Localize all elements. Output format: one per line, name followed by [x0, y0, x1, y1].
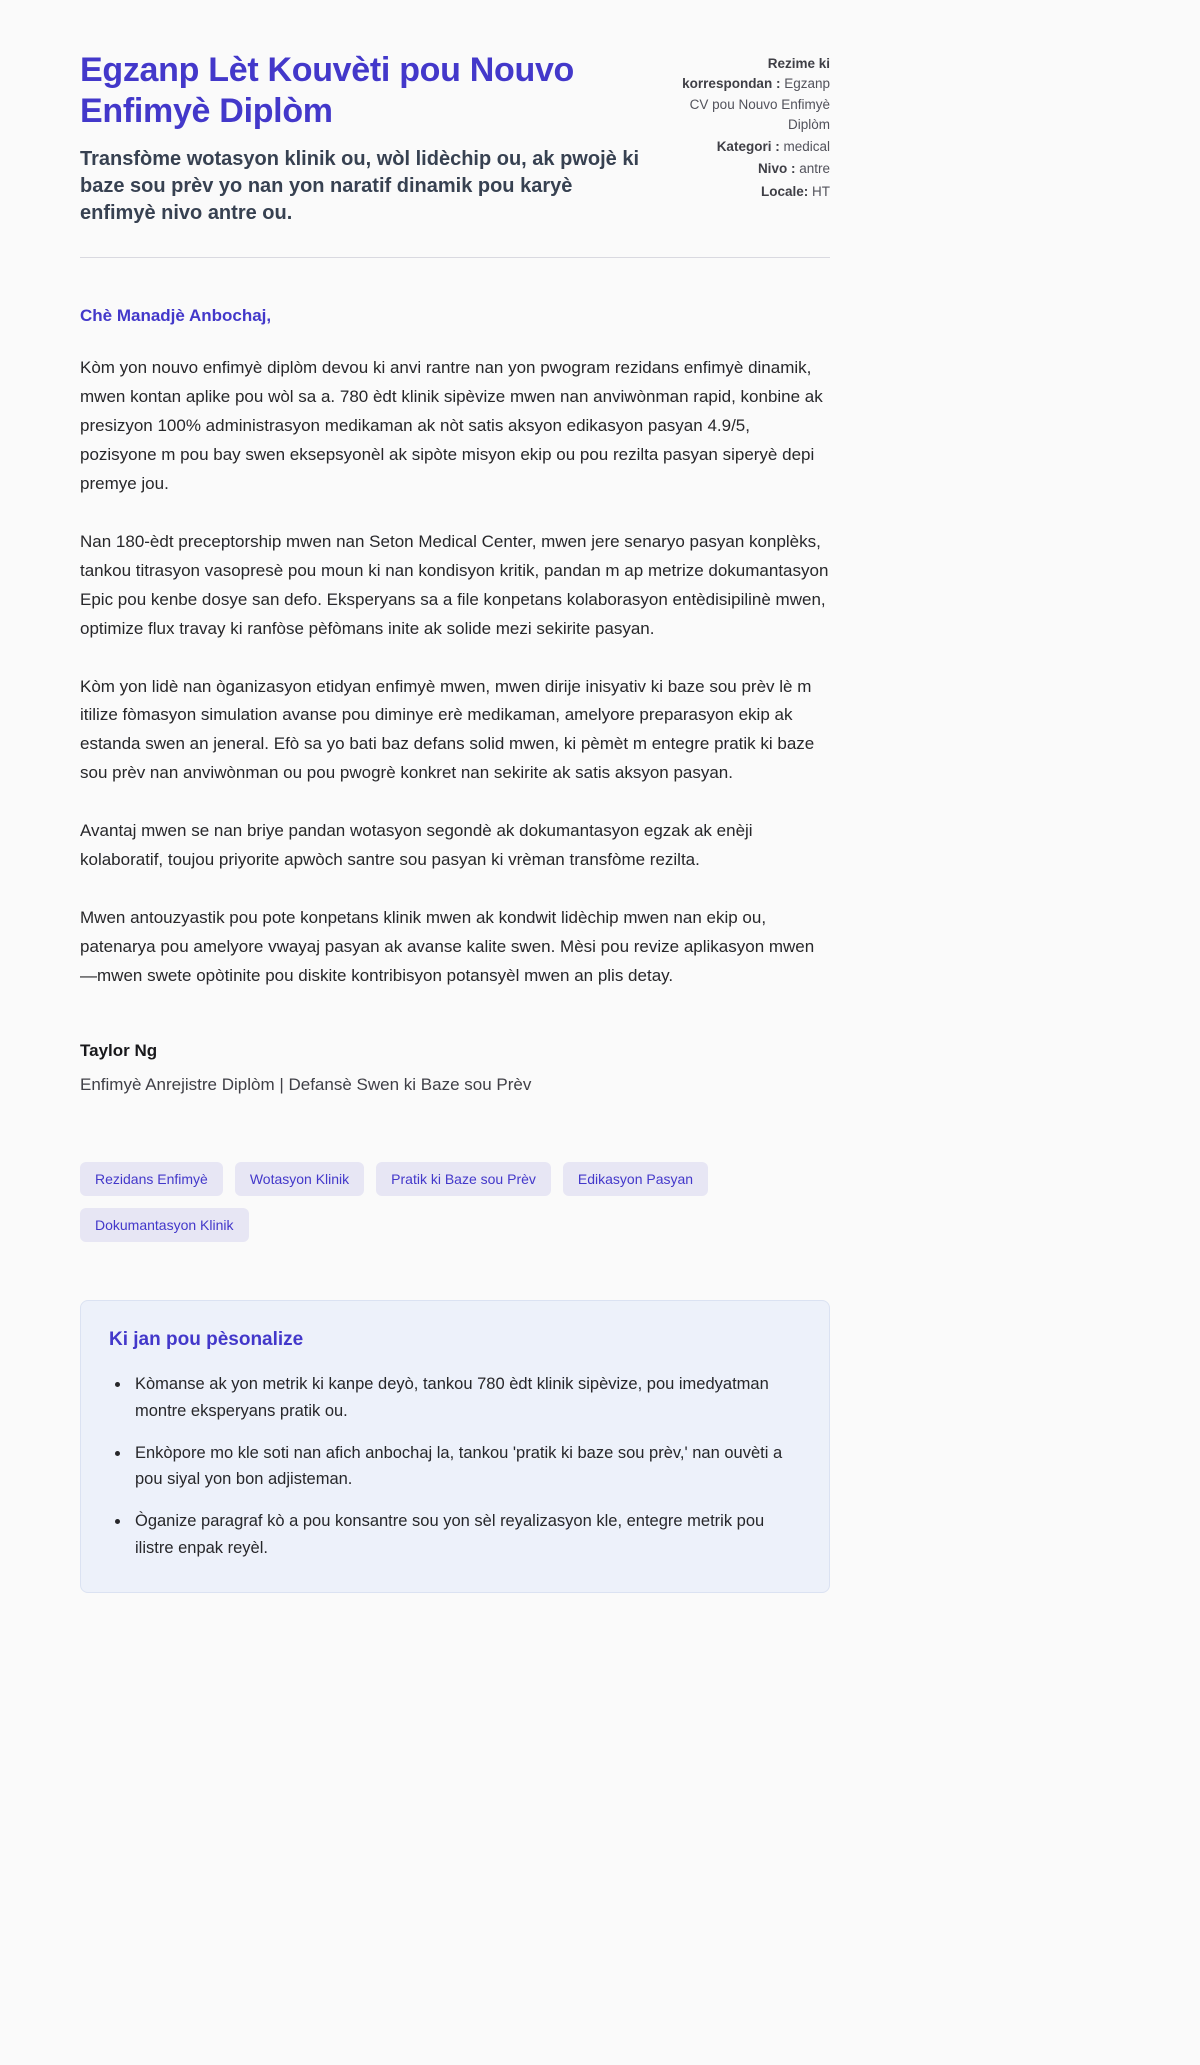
tag-rezidans-enfimye[interactable]: Rezidans Enfimyè [80, 1162, 223, 1196]
meta-value: HT [812, 183, 830, 199]
tips-heading: Ki jan pou pèsonalize [109, 1329, 304, 1351]
letter-body [80, 302, 830, 1101]
letter-paragraph: Kòm yon nouvo enfimyè diplòm devou ki anvi rantre nan yon pwogram rezidans enfimyè dinamik, mwen kontan aplike pou wòl sa a. 780 èdt klinik sipèvize mwen nan anviwònman rapid, konbine ak presizyon 100% administrasyon medikaman ak nòt satis aksyon edikasyon pasyan 4.9/5, pozisyone m pou bay swen eksepsyonèl ak sipòte misyon ekip ou pou rezilta pasyan siperyè depi premye jou. [80, 358, 823, 494]
signature-name: Taylor Ng [80, 1040, 158, 1060]
header-main [80, 50, 650, 227]
tag-list [80, 1162, 800, 1242]
meta-label: Nivo : [757, 161, 796, 177]
meta-label: Kategori : [716, 139, 780, 154]
tip-item: • Enkòpore mo kle soti nan afich anbochaj la, tankou 'pratik ki baze sou prèv,' nan ouvèti a pou siyal yon bon adjisteman. [131, 1440, 799, 1493]
meta-panel [680, 54, 830, 227]
meta-value: Egzanp CV pou Nouvo Enfimyè Diplòm [689, 76, 830, 132]
letter-salutation: Chè Manadjè Anbochaj, [80, 305, 272, 325]
tips-list [107, 1371, 799, 1561]
content-container [80, 50, 830, 1593]
tag-dokumantasyon-klinik[interactable]: Dokumantasyon Klinik [80, 1208, 249, 1242]
header [80, 50, 830, 227]
tag-wotasyon-klinik[interactable]: Wotasyon Klinik [235, 1162, 364, 1196]
tag-edikasyon-pasyan[interactable]: Edikasyon Pasyan [563, 1162, 708, 1196]
letter-paragraph: Mwen antouzyastik pou pote konpetans klinik mwen ak kondwit lidèchip mwen nan ekip ou, patenarya pou amelyore vwayaj pasyan ak avanse kalite swen. Mèsi pou revize aplikasyon mwen—mwen swete opòtinite pou diskite kontribisyon potansyèl mwen an plis detay. [80, 907, 815, 985]
tip-item: • Òganize paragraf kò a pou konsantre sou yon sèl reyalizasyon kle, entegre metrik pou ilistre enpak reyèl. [131, 1508, 799, 1561]
meta-label: Rezime ki korrespondan : [682, 56, 830, 92]
tip-item: • Kòmanse ak yon metrik ki kanpe deyò, tankou 780 èdt klinik sipèvize, pou imedyatman montre eksperyans pratik ou. [131, 1371, 799, 1424]
letter-paragraph: Avantaj mwen se nan briye pandan wotasyon segondè ak dokumantasyon egzak ak enèji kolaboratif, toujou priyorite apwòch santre sou pasyan ki vrèman transfòme rezilta. [80, 821, 753, 869]
header-divider [80, 257, 830, 258]
personalization-tips-card [80, 1300, 830, 1592]
meta-value: antre [799, 161, 830, 177]
meta-item-category [680, 137, 830, 157]
signature-title: Enfimyè Anrejistre Diplòm | Defansè Swen ki Baze sou Prèv [80, 1075, 532, 1095]
letter-paragraph: Nan 180-èdt preceptorship mwen nan Seton Medical Center, mwen jere senaryo pasyan konplèks, tankou titrasyon vasopresè pou moun ki nan kondisyon kritik, pandan m ap metrize dokumantasyon Epic pou kenbe dosye san defo. Eksperyans sa a file konpetans kolaborasyon entèdisipilinè mwen, optimize flux travay ki ranfòse pèfòmans inite ak solide mezi sekirite pasyan. [80, 531, 829, 638]
meta-label: Locale: [760, 183, 809, 199]
tag-pratik-ki-baze-sou-prev[interactable]: Pratik ki Baze sou Prèv [376, 1162, 551, 1196]
meta-item-resume [680, 54, 830, 135]
page-subtitle: Transfòme wotasyon klinik ou, wòl lidèchip ou, ak pwojè ki baze sou prèv yo nan yon naratif dinamik pou karyè enfimyè nivo antre ou. [80, 147, 639, 224]
meta-value: medical [783, 139, 830, 154]
page-title: Egzanp Lèt Kouvèti pou Nouvo Enfimyè Diplòm [80, 51, 575, 130]
meta-item-locale [680, 182, 830, 202]
meta-item-level [680, 159, 830, 179]
letter-paragraph: Kòm yon lidè nan òganizasyon etidyan enfimyè mwen, mwen dirije inisyativ ki baze sou prèv lè m itilize fòmasyon simulation avanse pou diminye erè medikaman, amelyore preparasyon ekip ak estanda swen an jeneral. Efò sa yo bati baz defans solid mwen, ki pèmèt m entegre pratik ki baze sou prèv nan anviwònman ou pou pwogrè konkret nan sekirite ak satis aksyon pasyan. [80, 676, 815, 783]
